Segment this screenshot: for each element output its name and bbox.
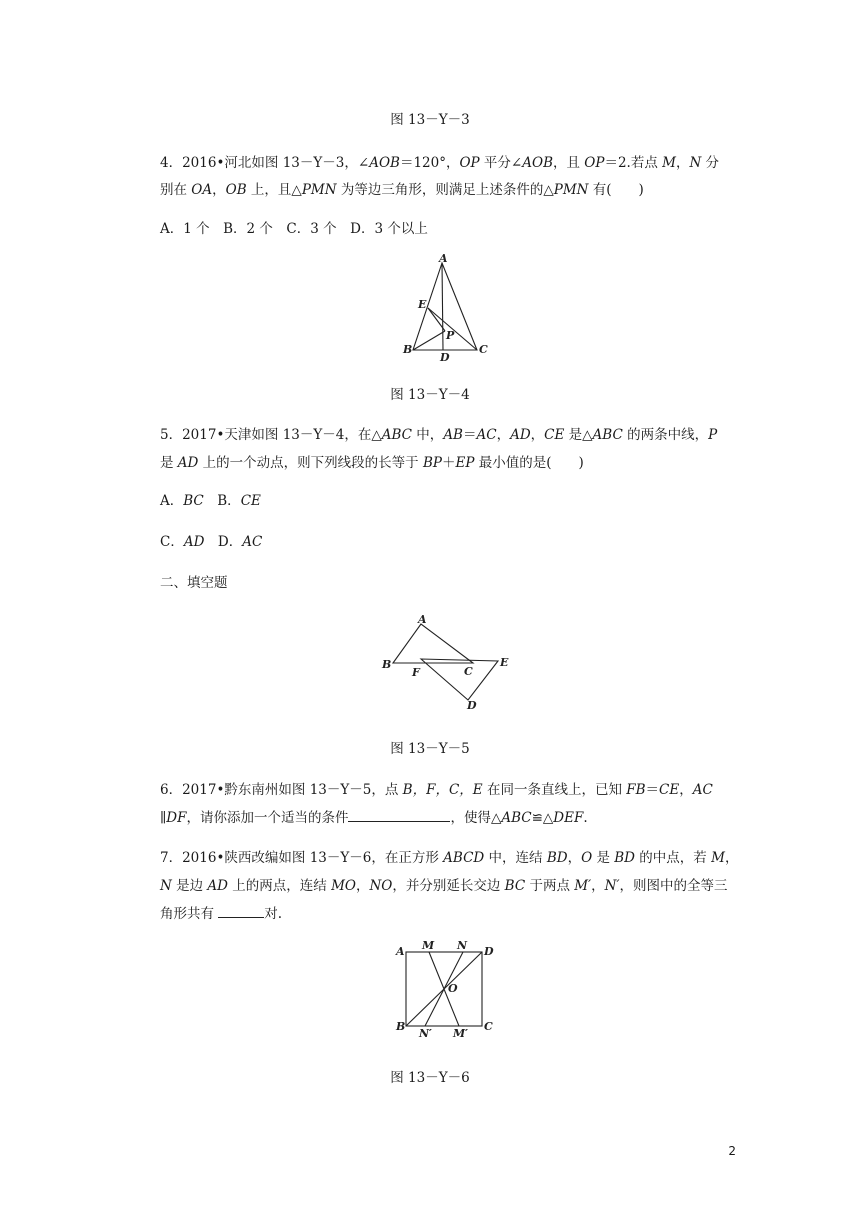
text: ，并分别延长交边 [392,878,505,894]
label-n-prime: N′ [419,1027,432,1040]
text: DEF [553,810,584,826]
text: BD [546,850,568,866]
text: ， [591,878,605,894]
text: BD [614,850,636,866]
text: ABC [501,810,532,826]
text: 中， [412,427,444,443]
figure-13-y-5 [378,612,518,712]
text: ∥ [160,810,167,826]
label-p: P [446,329,455,342]
text: A． [160,493,184,509]
text: ， [679,782,693,798]
question-5-options-1 [160,489,261,509]
question-4-options: A．1 个 B．2 个 C．3 个 D．3 个以上 [160,221,428,237]
question-4-line-2 [160,178,644,198]
text: 5．2017•天津如图 13－Y－4，在△ [160,427,382,443]
text: PMN [301,182,337,198]
text: 平分∠ [479,155,523,171]
text: . [583,810,588,826]
text: 最小值的是( ) [474,455,584,471]
label-o: O [448,982,458,995]
text: M [662,155,676,171]
text: CE [544,427,565,443]
figure-13-y-6 [393,938,503,1040]
figure-caption-13-y-5: 图 13－Y－5 [390,741,470,757]
text: 上，且△ [246,182,302,198]
text: N′ [604,878,620,894]
label-m: M [422,939,435,952]
text: DF [166,810,187,826]
segment-ad [442,263,443,350]
text: FB [626,782,646,798]
text: M [711,850,725,866]
text: PMN [553,182,589,198]
label-d: D [467,699,477,712]
label-b: B [382,658,392,671]
triangle-fed [421,659,498,700]
text: NO [369,878,393,894]
text: EP [455,455,475,471]
answer-blank[interactable] [348,821,450,822]
triangle-abc [393,624,473,663]
text: AOB [522,155,553,171]
label-e: E [500,656,509,669]
text: N [160,878,172,894]
text: ，使得△ [450,810,502,826]
label-c: C [479,343,488,356]
text: ＝120°， [399,155,460,171]
text: 7．2016•陕西改编如图 13－Y－6，在正方形 [160,850,444,866]
text: ， [212,182,226,198]
text: 上的两点，连结 [227,878,332,894]
text: OP [584,155,605,171]
text: ， [724,850,739,866]
question-7-line-3 [160,902,282,922]
text: AB [443,427,463,443]
text: ABC [381,427,413,443]
text: AD [183,534,205,550]
question-5-line-2 [160,451,584,471]
question-7-line-2 [160,874,728,894]
text: O [581,850,593,866]
label-a: A [418,613,427,626]
text: D． [204,534,243,550]
answer-blank[interactable] [218,917,264,918]
text: ＝ [645,782,660,798]
segment-bp [413,331,445,350]
text: ＝2.若点 [604,155,663,171]
text: CE [659,782,680,798]
label-d: D [484,945,494,958]
label-b: B [396,1020,406,1033]
text: 4．2016•河北如图 13－Y－3，∠ [160,155,370,171]
label-a: A [396,945,405,958]
figure-caption-13-y-3: 图 13－Y－3 [390,112,470,128]
text: P [708,427,718,443]
question-7-line-1 [160,846,738,866]
text: C． [160,534,184,550]
text: AC [242,534,263,550]
text: 的中点，若 [635,850,712,866]
text: BP [422,455,442,471]
text: ABC [592,427,623,443]
label-c: C [464,665,473,678]
question-6-line-1 [160,778,713,798]
text: 是边 [171,878,208,894]
text: MO [331,878,356,894]
text: ，请你添加一个适当的条件 [186,810,349,826]
text: ABCD [443,850,485,866]
text: ， [355,878,370,894]
text: BC [183,493,204,509]
page-number: 2 [728,1144,736,1158]
label-b: B [403,343,413,356]
text: OB [225,182,247,198]
text: 角形共有 [160,906,219,922]
text: M′ [574,878,592,894]
section-heading-fill-in: 二、填空题 [160,575,228,591]
text: 的两条中线， [622,427,709,443]
text: AC [692,782,713,798]
text: 中，连结 [484,850,547,866]
text: ＋ [441,455,456,471]
text: 为等边三角形，则满足上述条件的△ [336,182,554,198]
text: 对. [264,906,283,922]
text: 分 [701,155,720,171]
text: AD [207,878,228,894]
text: ，则图中的全等三 [619,878,728,894]
label-f: F [412,666,420,679]
figure-13-y-4 [395,253,495,363]
text: ≌△ [531,810,554,826]
label-m-prime: M′ [453,1027,469,1040]
figure-caption-13-y-6: 图 13－Y－6 [390,1070,470,1086]
label-d: D [440,351,450,363]
text: ＝ [462,427,477,443]
question-6-line-2 [160,806,588,826]
text: ， [530,427,545,443]
text: 在同一条直线上，已知 [482,782,627,798]
text: AC [476,427,497,443]
text: 是△ [564,427,593,443]
text: 于两点 [525,878,575,894]
question-4-line-1 [160,151,719,171]
label-a: A [439,253,448,265]
text: OP [459,155,480,171]
text: ， [567,850,582,866]
question-5-options-2 [160,530,262,550]
text: N [689,155,702,171]
text: 是 [160,455,178,471]
text: 有( ) [588,182,644,198]
text: AOB [369,155,400,171]
text: 6．2017•黔东南州如图 13－Y－5，点 [160,782,403,798]
text: BC [504,878,526,894]
text: CE [240,493,261,509]
label-e: E [418,298,427,311]
text: AD [177,455,199,471]
text: ， [675,155,690,171]
question-5-line-1 [160,423,717,443]
text: B，F，C，E [402,782,483,798]
figure-caption-13-y-4: 图 13－Y－4 [390,387,470,403]
text: 别在 [160,182,192,198]
label-n: N [457,939,468,952]
text: B． [203,493,241,509]
text: AD [510,427,531,443]
text: 上的一个动点，则下列线段的长等于 [198,455,423,471]
text: OA [191,182,213,198]
text: 是 [592,850,615,866]
label-c: C [484,1020,493,1033]
text: ，且 [553,155,585,171]
text: ， [496,427,511,443]
